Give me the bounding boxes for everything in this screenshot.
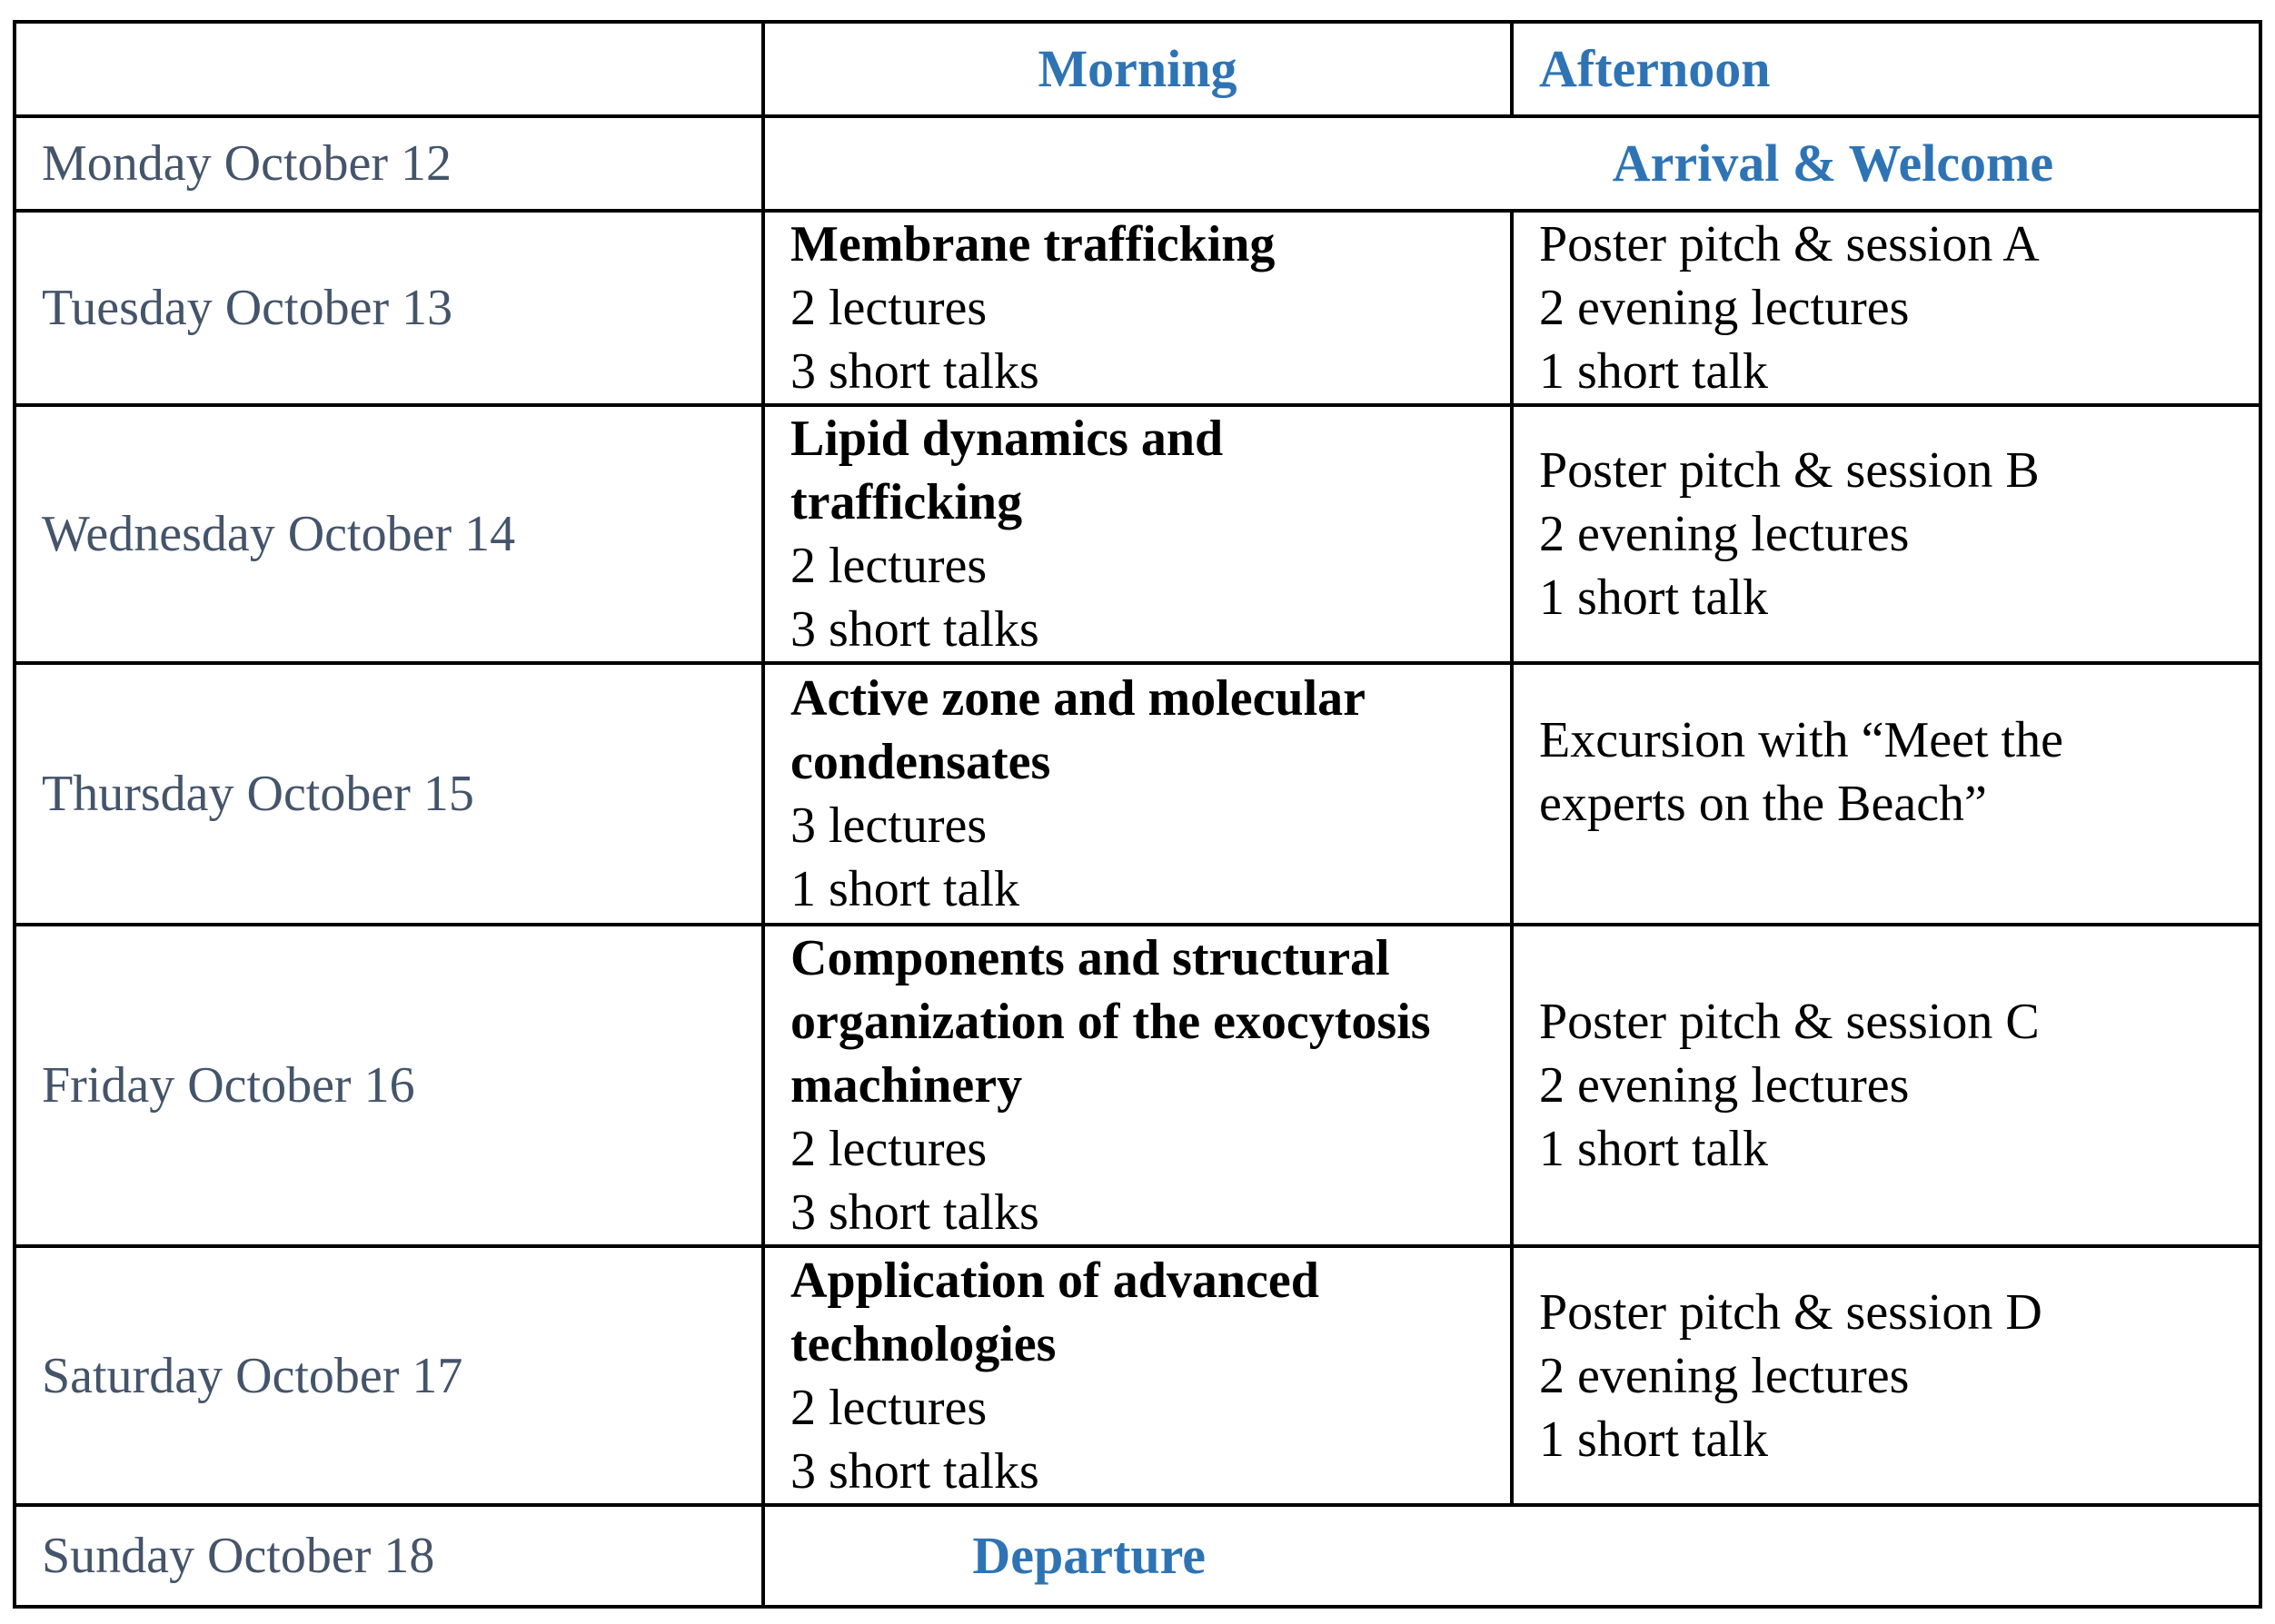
session-detail: 1 short talk <box>1539 343 1768 400</box>
row-sunday <box>15 1505 2260 1607</box>
session-detail: Poster pitch & session B <box>1539 442 2040 499</box>
session-detail: 3 short talks <box>790 1442 1039 1500</box>
session-detail: Poster pitch & session C <box>1539 994 2040 1050</box>
cell-thursday-morning <box>763 663 1512 925</box>
session-detail: 1 short talk <box>1539 1121 1768 1177</box>
cell-monday-merged <box>763 116 2260 211</box>
session-detail: 2 lectures <box>790 538 988 594</box>
session-detail: 2 evening lectures <box>1539 1057 1910 1114</box>
day-label-friday: Friday October 16 <box>15 925 763 1246</box>
row-wednesday <box>15 405 2260 663</box>
cell-friday-morning <box>763 925 1512 1246</box>
cell-saturday-afternoon <box>1512 1246 2260 1505</box>
arrival-welcome-label: Arrival & Welcome <box>1612 134 2054 193</box>
row-monday <box>15 116 2260 211</box>
day-label-sunday: Sunday October 18 <box>15 1505 763 1607</box>
day-label-saturday: Saturday October 17 <box>15 1246 763 1505</box>
row-thursday <box>15 663 2260 925</box>
day-label-tuesday: Tuesday October 13 <box>15 211 763 405</box>
session-detail: 2 evening lectures <box>1539 506 1910 562</box>
session-detail: 1 short talk <box>1539 569 1768 626</box>
session-detail: 2 lectures <box>790 280 988 336</box>
session-detail: 3 short talks <box>790 343 1039 400</box>
header-empty-cell <box>15 22 763 116</box>
row-friday <box>15 925 2260 1246</box>
cell-saturday-morning <box>763 1246 1512 1505</box>
session-detail: 2 evening lectures <box>1539 1347 1910 1404</box>
session-title: Lipid dynamics and trafficking <box>790 411 1224 530</box>
cell-thursday-afternoon <box>1512 663 2260 925</box>
conference-schedule-table <box>13 20 2262 1609</box>
session-detail: 2 evening lectures <box>1539 280 1910 336</box>
session-detail: 3 short talks <box>790 1184 1039 1241</box>
session-detail: Poster pitch & session A <box>1539 216 2040 272</box>
row-tuesday <box>15 211 2260 405</box>
session-detail: Poster pitch & session D <box>1539 1283 2042 1341</box>
cell-wednesday-morning <box>763 405 1512 663</box>
day-label-wednesday: Wednesday October 14 <box>15 405 763 663</box>
session-detail: 3 short talks <box>790 601 1039 658</box>
session-detail: 1 short talk <box>1539 1411 1768 1468</box>
session-title: Application of advanced technologies <box>790 1252 1319 1372</box>
session-detail: 2 lectures <box>790 1121 988 1177</box>
cell-friday-afternoon <box>1512 925 2260 1246</box>
header-morning: Morning <box>763 22 1512 116</box>
day-label-thursday: Thursday October 15 <box>15 663 763 925</box>
day-label-monday: Monday October 12 <box>15 116 763 211</box>
header-row <box>15 22 2260 116</box>
cell-tuesday-afternoon <box>1512 211 2260 405</box>
cell-sunday-merged <box>763 1505 2260 1607</box>
session-title: Membrane trafficking <box>790 216 1276 272</box>
session-title: Active zone and molecular condensates <box>790 670 1365 790</box>
row-saturday <box>15 1246 2260 1505</box>
session-title: Components and structural organization of the exocytosis machinery <box>790 930 1431 1114</box>
departure-label: Departure <box>972 1526 1207 1585</box>
excursion-label: Excursion with “Meet the experts on the Beach” <box>1539 712 2063 832</box>
session-detail: 3 lectures <box>790 797 988 854</box>
session-detail: 1 short talk <box>790 861 1019 917</box>
header-afternoon: Afternoon <box>1512 22 2260 116</box>
cell-tuesday-morning <box>763 211 1512 405</box>
cell-wednesday-afternoon <box>1512 405 2260 663</box>
session-detail: 2 lectures <box>790 1379 988 1436</box>
